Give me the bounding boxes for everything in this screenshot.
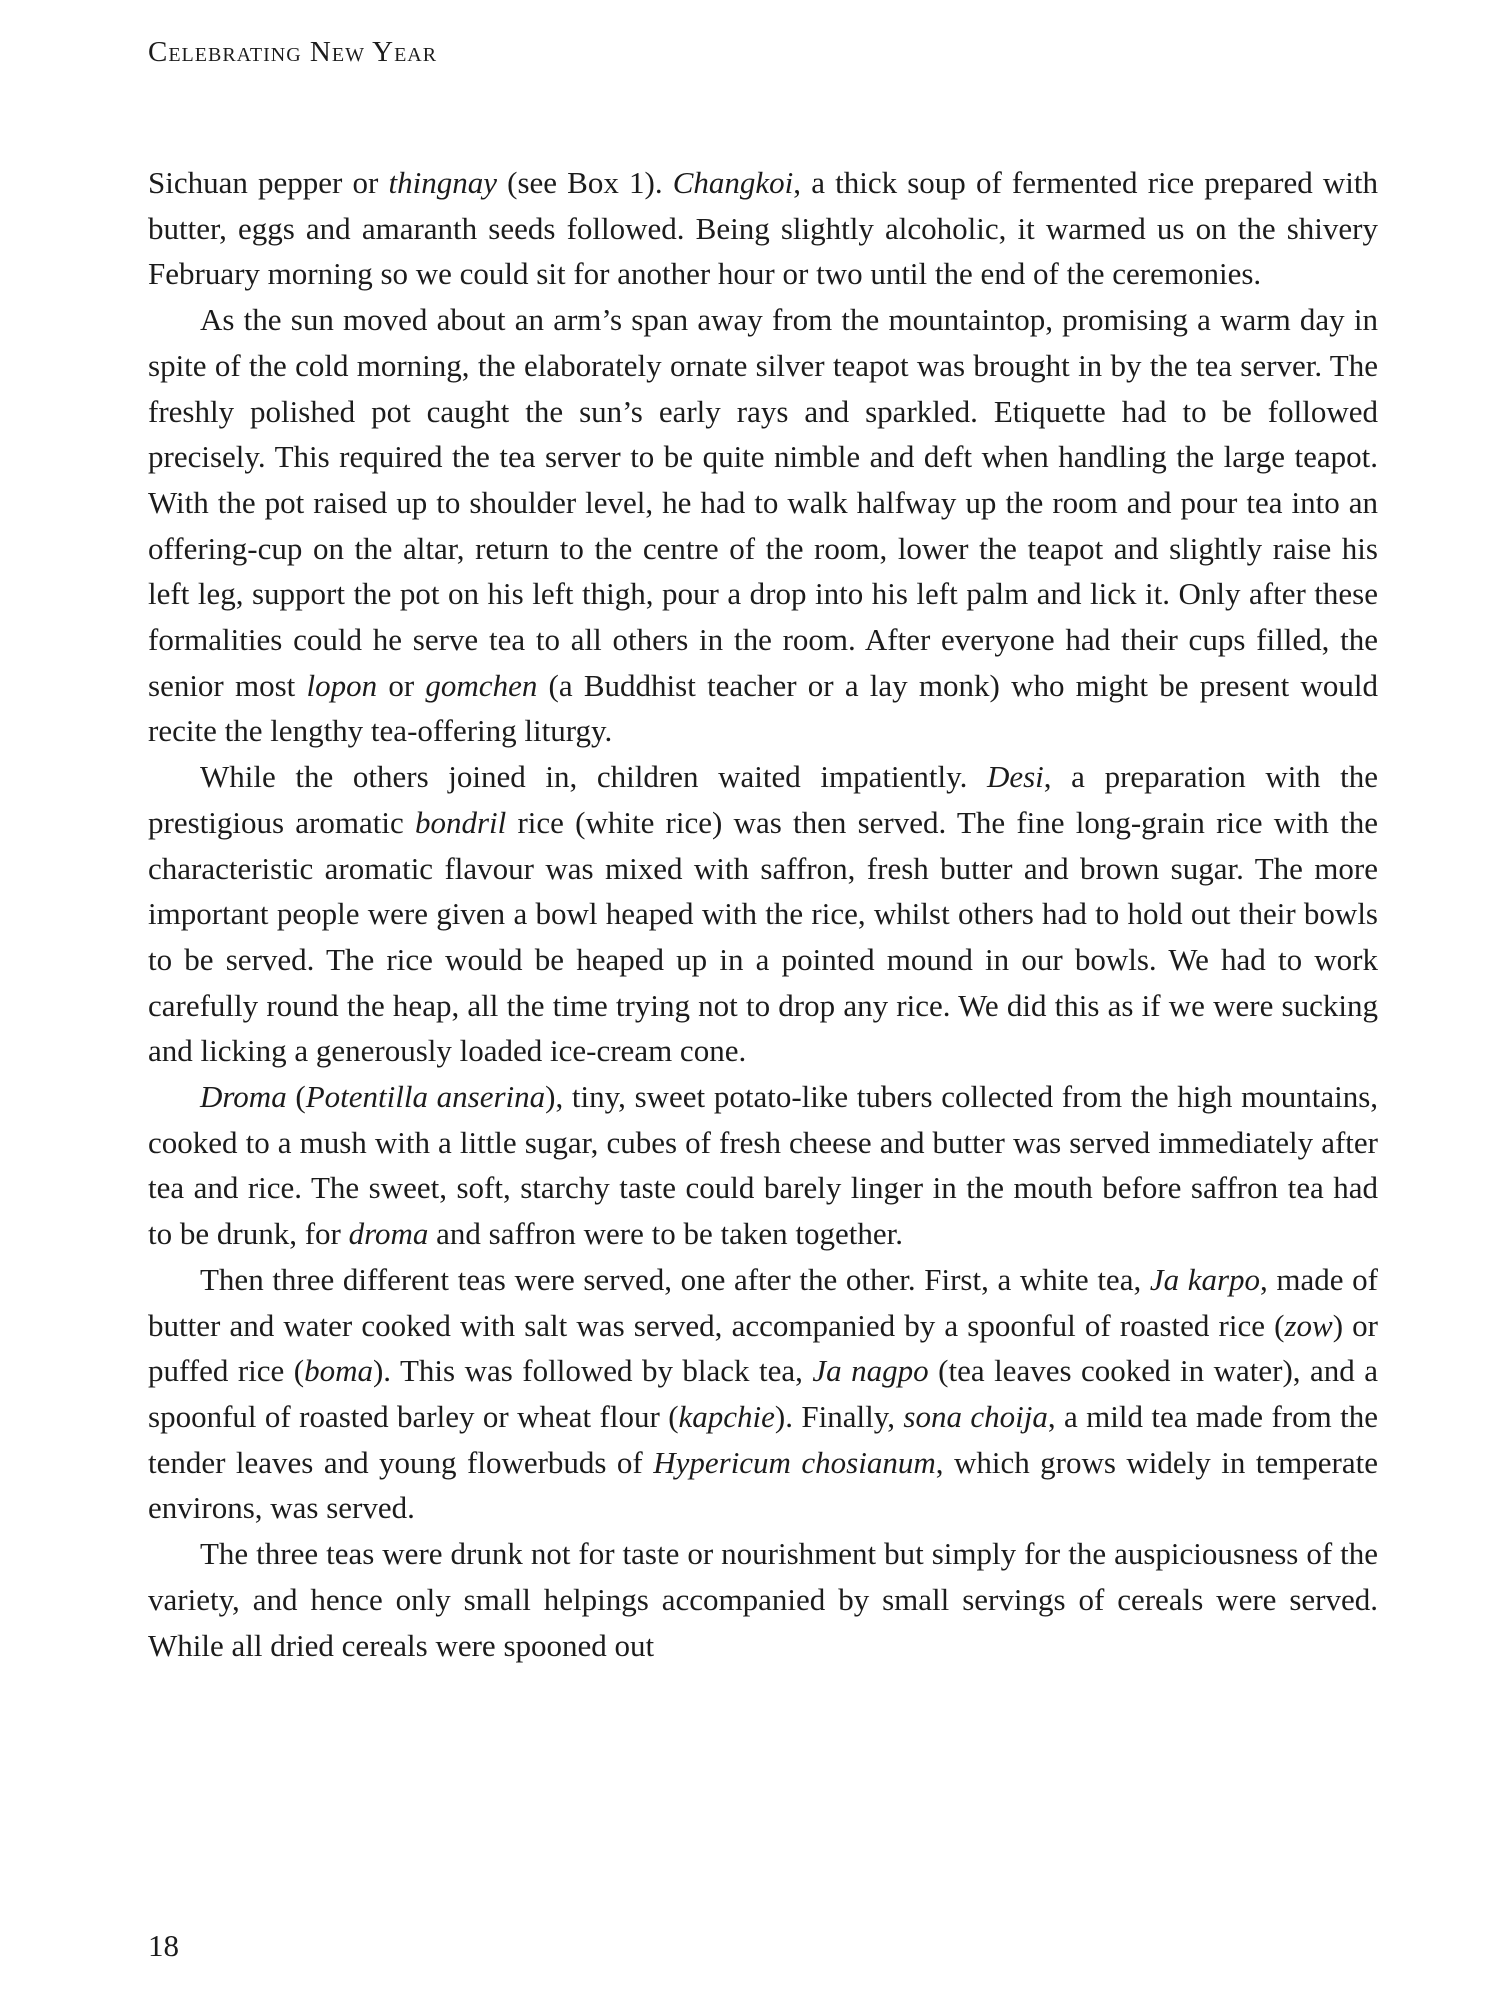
italic-term: thingnay xyxy=(388,165,497,200)
paragraph xyxy=(148,754,1378,1074)
italic-term: Droma xyxy=(200,1079,287,1115)
paragraph xyxy=(148,160,1378,297)
italic-term: Hypericum chosianum xyxy=(653,1444,936,1480)
italic-term: droma xyxy=(348,1216,429,1252)
italic-term: Desi xyxy=(986,759,1044,795)
paragraph xyxy=(148,1074,1378,1257)
text-run: rice (white rice) was then served. The fine long-grain rice with the characteristic aromatic flavour was mixed with saffron, fresh butter and brown sugar. The more important people were given a bowl heaped with the rice, whilst others had to hold out their bowls to be served. The rice would be heaped up in a pointed mound in our bowls. We had to work carefully round the heap, all the time trying not to drop any rice. We did this as if we were sucking and licking a generously loaded ice-cream cone. xyxy=(148,804,1378,1069)
text-run: The three teas were drunk not for taste or nourishment but simply for the auspiciousness of the variety, and hence only small helpings accompanied by small servings of cereals were served. While all dried cereals were spooned out xyxy=(148,1536,1378,1663)
text-run: As the sun moved about an arm’s span away from the mountaintop, promising a warm day in spite of the cold morning, the elaborately ornate silver teapot was brought in by the tea server. The freshly polished pot caught the sun’s early rays and sparkled. Etiquette had to be followed precisely. This required the tea server to be quite nimble and deft when handling the large teapot. With the pot raised up to shoulder level, he had to walk halfway up the room and pour tea into an offering-cup on the altar, return to the centre of the room, lower the teapot and slightly raise his left leg, support the pot on his left thigh, pour a drop into his left palm and lick it. Only after these formalities could he serve tea to all others in the room. After everyone had their cups filled, the senior most xyxy=(148,302,1378,703)
italic-term: gomchen xyxy=(425,667,538,703)
italic-term: lopon xyxy=(306,667,378,703)
paragraph xyxy=(148,1257,1378,1531)
text-run: , which grows widely in temperate environs, was served. xyxy=(148,1444,1378,1526)
italic-term: Changkoi xyxy=(672,165,794,200)
text-run: ), tiny, sweet potato-like tubers collected from the high mountains, cooked to a mush with a little sugar, cubes of fresh cheese and butter was served immediately after tea and rice. The sweet, soft, starchy taste could barely linger in the mouth before saffron tea had to be drunk, for xyxy=(148,1079,1379,1252)
italic-term: sona choija xyxy=(903,1398,1048,1434)
text-run: , made of butter and water cooked with salt was served, accompanied by a spoonful of roasted rice ( xyxy=(148,1261,1378,1343)
page-number: 18 xyxy=(148,1928,179,1963)
text-run: ). This was followed by black tea, xyxy=(372,1353,813,1389)
text-run: (see Box 1). xyxy=(496,165,673,200)
body-text xyxy=(148,160,1378,1668)
text-run: Then three different teas were served, one after the other. First, a white tea, xyxy=(200,1261,1150,1297)
paragraph xyxy=(148,297,1378,754)
text-run: (tea leaves cooked in water), and a spoonful of roasted barley or wheat flour ( xyxy=(148,1353,1379,1434)
italic-term: Ja karpo xyxy=(1149,1261,1261,1297)
text-run: (a Buddhist teacher or a lay monk) who might be present would recite the lengthy tea-offering liturgy. xyxy=(148,667,1378,749)
italic-term: zow xyxy=(1284,1307,1333,1343)
text-run: ( xyxy=(286,1079,306,1115)
italic-term: kapchie xyxy=(678,1398,775,1434)
text-run: and saffron were to be taken together. xyxy=(428,1216,903,1252)
italic-term: bondril xyxy=(414,804,507,840)
text-run: Sichuan pepper or xyxy=(148,165,389,200)
text-run: ) or puffed rice ( xyxy=(148,1307,1378,1389)
text-run: While the others joined in, children waited impatiently. xyxy=(200,759,987,795)
text-run: or xyxy=(377,667,426,703)
text-run: ). Finally, xyxy=(774,1398,904,1434)
paragraph xyxy=(148,1531,1378,1668)
italic-term: boma xyxy=(304,1353,373,1389)
text-run: , a thick soup of fermented rice prepared with butter, eggs and amaranth seeds followed. Being slightly alcoholic, it warmed us on the shivery February morning so we could sit for another hour or two until the end of the ceremonies. xyxy=(148,165,1378,292)
running-head: Celebrating New Year xyxy=(148,36,438,68)
text-run: , a preparation with the prestigious aromatic xyxy=(148,759,1378,840)
italic-term: Potentilla anserina xyxy=(305,1079,546,1115)
italic-term: Ja nagpo xyxy=(812,1353,929,1389)
text-run: , a mild tea made from the tender leaves and young flowerbuds of xyxy=(148,1398,1378,1480)
